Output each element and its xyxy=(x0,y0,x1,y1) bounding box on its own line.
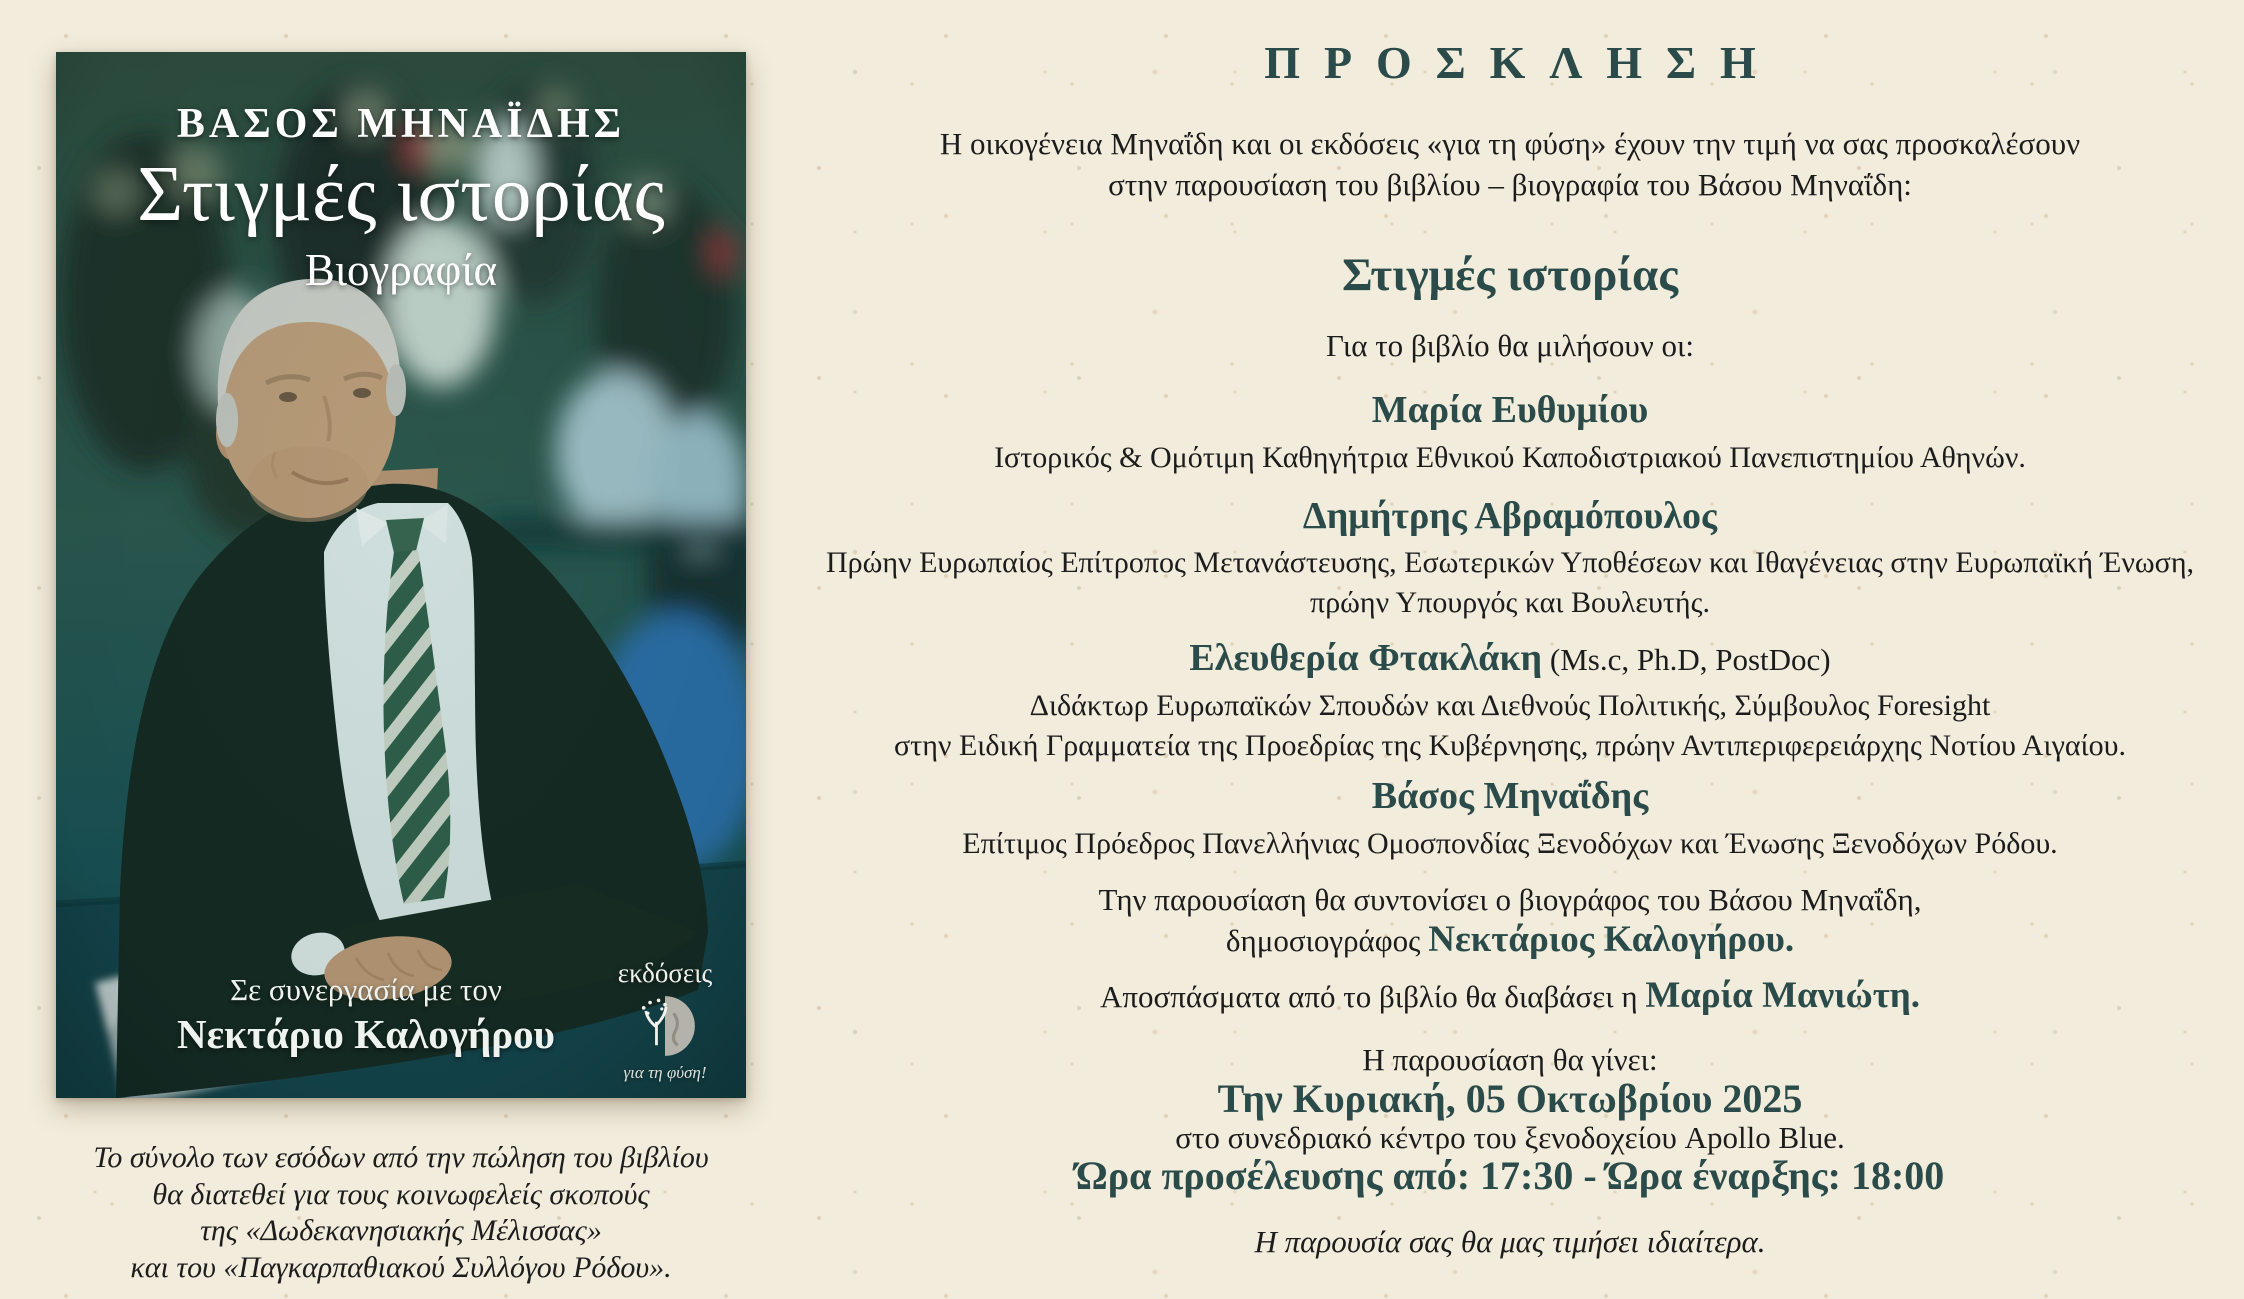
charity-line: θα διατεθεί για τους κοινωφελείς σκοπούς xyxy=(152,1177,650,1211)
moderator-prefix: δημοσιογράφος xyxy=(1225,923,1429,958)
charity-line: και του «Παγκαρπαθιακού Συλλόγου Ρόδου». xyxy=(130,1250,672,1284)
publisher-script: για τη φύση! xyxy=(623,1063,707,1082)
speaker-name: Μαρία Ευθυμίου xyxy=(1371,389,1649,431)
speaker-description-line: στην Ειδική Γραμματεία της Προεδρίας της Κυβέρνησης, πρώην Αντιπεριφερειάρχης Νοτίου Αιγαίου. xyxy=(894,729,2126,763)
speaker-name: Δημήτρης Αβραμόπουλος xyxy=(1302,495,1718,537)
speaker-description xyxy=(790,824,2230,864)
speaker-name: Βάσος Μηναΐδης xyxy=(1371,775,1649,817)
cover-author: ΒΑΣΟΣ ΜΗΝΑΪΔΗΣ xyxy=(176,101,626,147)
invitation-title: ΠΡΟΣΚΛΗΣΗ xyxy=(1264,37,1780,88)
cover-collab-prefix: Σε συνεργασία με τον xyxy=(230,972,502,1007)
excerpts-prefix: Αποσπάσματα από το βιβλίο θα διαβάσει η xyxy=(1099,979,1646,1014)
speaker-description-line: Ιστορικός & Ομότιμη Καθηγήτρια Εθνικού Καποδιστριακού Πανεπιστημίου Αθηνών. xyxy=(994,441,2026,474)
charity-line: Το σύνολο των εσόδων από την πώληση του βιβλίου xyxy=(93,1141,709,1174)
excerpts-reader-name: Μαρία Μανιώτη. xyxy=(1645,975,1921,1016)
cover-collab-name: Νεκτάριο Καλογήρου xyxy=(177,1011,555,1057)
event-venue: στο συνεδριακό κέντρο του ξενοδοχείου Apollo Blue. xyxy=(1175,1120,1845,1155)
speaker-description xyxy=(790,686,2230,766)
charity-line: της «Δωδεκανησιακής Μέλισσας» xyxy=(200,1214,602,1248)
speaker-description xyxy=(790,543,2230,623)
speaker-name xyxy=(790,636,2230,680)
moderator-line: Την παρουσίαση θα συντονίσει ο βιογράφος του Βάσου Μηναΐδη, xyxy=(1098,882,1922,917)
speaker-description xyxy=(790,438,2230,478)
moderator-name-line xyxy=(790,918,2230,961)
book-title-heading: Στιγμές ιστορίας xyxy=(1341,249,1679,301)
invitation-intro xyxy=(790,124,2230,206)
intro-line: Η οικογένεια Μηναΐδη και οι εκδόσεις «για τη φύση» έχουν την τιμή να σας προσκαλέσουν xyxy=(939,126,2081,161)
speaker-description-line: Πρώην Ευρωπαίος Επίτροπος Μετανάστευσης, Εσωτερικών Υποθέσεων και Ιθαγένειας στην Ευρωπαϊκή Ένωση, xyxy=(825,546,2195,579)
publisher-block xyxy=(590,958,740,1083)
speakers-intro: Για το βιβλίο θα μιλήσουν οι: xyxy=(1326,328,1694,363)
charity-note xyxy=(56,1140,746,1286)
book-cover xyxy=(56,52,746,1098)
cover-title: Στιγμές ιστορίας xyxy=(137,151,665,238)
speaker-credentials: (Ms.c, Ph.D, PostDoc) xyxy=(1542,642,1831,677)
speaker-description-line: Διδάκτωρ Ευρωπαϊκών Σπουδών και Διεθνούς Πολιτικής, Σύμβουλος Foresight xyxy=(1029,689,1991,722)
excerpts-line xyxy=(790,974,2230,1017)
intro-line: στην παρουσίαση του βιβλίου – βιογραφία του Βάσου Μηναΐδη: xyxy=(1108,166,1912,202)
event-time: Ώρα προσέλευσης από: 17:30 - Ώρα έναρξης: 18:00 xyxy=(1075,1153,1945,1198)
moderator-name: Νεκτάριος Καλογήρου. xyxy=(1428,919,1795,960)
publisher-label: εκδόσεις xyxy=(617,958,713,988)
speaker-name-text: Ελευθερία Φτακλάκη xyxy=(1189,637,1543,679)
publisher-logo-icon xyxy=(633,994,697,1058)
invitation-body xyxy=(790,0,2230,1299)
closing-line: Η παρουσία σας θα μας τιμήσει ιδιαίτερα. xyxy=(1254,1224,1766,1259)
cover-collaboration xyxy=(56,972,676,1058)
speaker-description-line: πρώην Υπουργός και Βουλευτής. xyxy=(1310,586,1710,620)
speaker-description-line: Επίτιμος Πρόεδρος Πανελλήνιας Ομοσπονδίας Ξενοδόχων και Ένωσης Ξενοδόχων Ρόδου. xyxy=(962,827,2058,860)
event-date: Την Κυριακή, 05 Οκτωβρίου 2025 xyxy=(1217,1076,1803,1121)
event-intro: Η παρουσίαση θα γίνει: xyxy=(1362,1042,1658,1077)
cover-subtitle: Βιογραφία xyxy=(304,245,498,295)
